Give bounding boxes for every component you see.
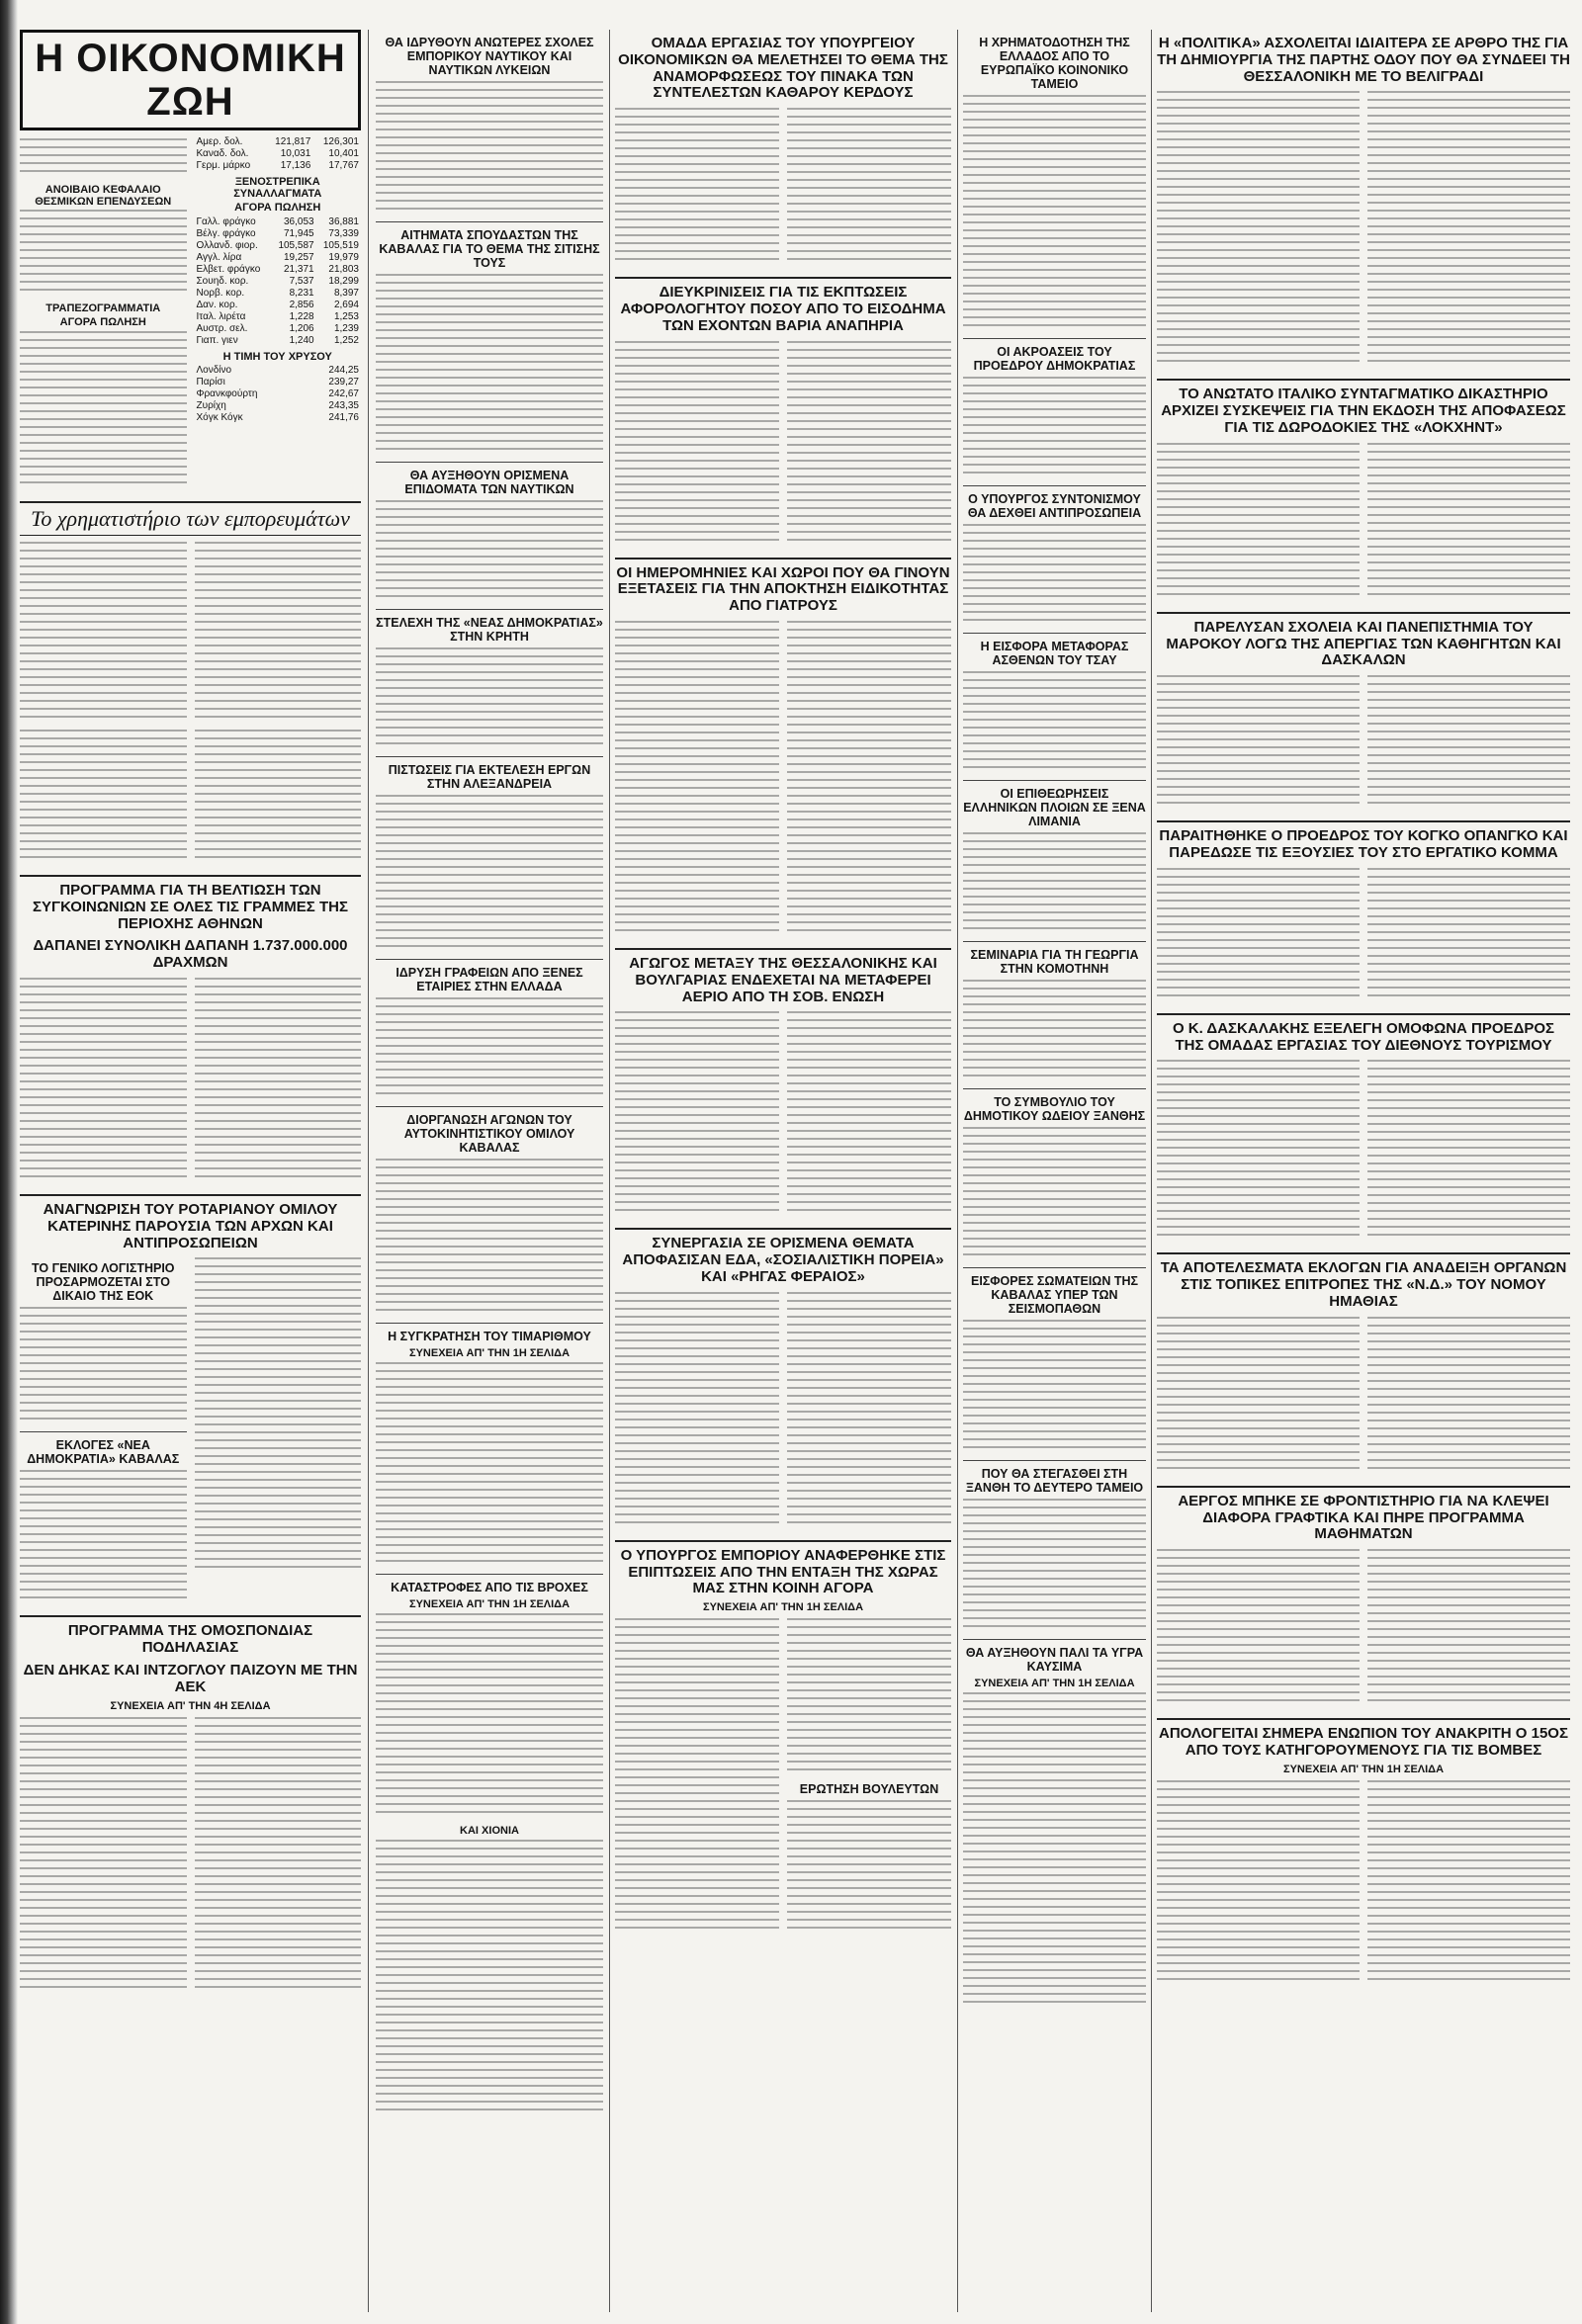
article-body	[787, 1011, 951, 1217]
article-body	[963, 95, 1146, 332]
table-cell: Σουηδ. κορ.	[196, 276, 249, 287]
article-body	[1367, 1549, 1570, 1707]
headline: Η «ΠΟΛΙΤΙΚΑ» ΑΣΧΟΛΕΙΤΑΙ ΙΔΙΑΙΤΕΡΑ ΣΕ ΑΡΘΡΟ ΤΗΣ ΓΙΑ ΤΗ ΔΗΜΙΟΥΡΓΙΑ ΤΗΣ ΠΑΡΤΗΣ ΟΔΟΥ ΠΟΥ ΘΑ ΣΥΝΔΕΕΙ ΤΗ ΘΕΣΣΑΛΟΝΙΚΗ ΜΕ ΤΟ ΒΕΛΙΓΡΑΔΙ	[1157, 35, 1570, 85]
headline: ΟΜΑΔΑ ΕΡΓΑΣΙΑΣ ΤΟΥ ΥΠΟΥΡΓΕΙΟΥ ΟΙΚΟΝΟΜΙΚΩΝ ΘΑ ΜΕΛΕΤΗΣΕΙ ΤΟ ΘΕΜΑ ΤΗΣ ΑΝΑΜΟΡΦΩΣΕΩΣ ΤΟΥ ΠΙΝΑΚΑ ΤΩΝ ΣΥΝΤΕΛΕΣΤΩΝ ΚΑΘΑΡΟΥ ΚΕΡΔΟΥΣ	[618, 35, 948, 102]
article-body	[1157, 1060, 1360, 1242]
market-section	[20, 136, 361, 495]
headline: ΕΙΣΦΟΡΕΣ ΣΩΜΑΤΕΙΩΝ ΤΗΣ ΚΑΒΑΛΑΣ ΥΠΕΡ ΤΩΝ ΣΕΙΣΜΟΠΑΘΩΝ	[970, 1274, 1138, 1316]
headline: ΑΙΤΗΜΑΤΑ ΣΠΟΥΔΑΣΤΩΝ ΤΗΣ ΚΑΒΑΛΑΣ ΓΙΑ ΤΟ ΘΕΜΑ ΤΗΣ ΣΙΤΙΣΗΣ ΤΟΥΣ	[379, 228, 600, 270]
article-body	[787, 1292, 951, 1529]
article-body	[615, 108, 779, 266]
headline: ΠΑΡΑΙΤΗΘΗΚΕ Ο ΠΡΟΕΔΡΟΣ ΤΟΥ ΚΟΓΚΟ ΟΠΑΝΓΚΟ ΚΑΙ ΠΑΡΕΔΩΣΕ ΤΙΣ ΕΞΟΥΣΙΕΣ ΤΟΥ ΣΤΟ ΕΡΓΑΤΙΚΟ ΚΟΜΜΑ	[1159, 827, 1568, 861]
headline: ΕΡΩΤΗΣΗ ΒΟΥΛΕΥΤΩΝ	[799, 1782, 939, 1797]
table-cell: Ζυρίχη	[196, 400, 226, 411]
commodities-headline: Το χρηματιστήριο των εμπορευμάτων	[20, 501, 361, 536]
table-cell: 2,694	[333, 300, 359, 310]
table-row	[195, 365, 362, 377]
article-body	[376, 1159, 603, 1317]
article-body	[195, 1717, 362, 1994]
table-cell: Λονδίνο	[196, 365, 232, 376]
gold-heading: Η ΤΙΜΗ ΤΟΥ ΧΡΥΣΟΥ	[222, 351, 332, 363]
article-body	[787, 341, 951, 547]
continued-label: ΣΥΝΕΧΕΙΑ ΑΠ' ΤΗΝ 4Η ΣΕΛΙΔΑ	[110, 1699, 271, 1712]
table-cell: 1,228	[289, 311, 314, 322]
column-4	[963, 30, 1146, 2312]
article-body	[1157, 1317, 1360, 1475]
article-body	[20, 210, 187, 297]
headline: ΔΕΝ ΔΗΚΑΣ ΚΑΙ ΙΝΤΖΟΓΛΟΥ ΠΑΙΖΟΥΝ ΜΕ ΤΗΝ ΑΕΚ	[23, 1661, 358, 1695]
headline: ΕΚΛΟΓΕΣ «ΝΕΑ ΔΗΜΟΚΡΑΤΙΑ» ΚΑΒΑΛΑΣ	[27, 1438, 180, 1467]
table-cell: 18,299	[328, 276, 359, 287]
table-cell: 36,881	[328, 216, 359, 227]
headline: ΔΑΠΑΝΕΙ ΣΥΝΟΛΙΚΗ ΔΑΠΑΝΗ 1.737.000.000 ΔΡΑΧΜΩΝ	[33, 937, 348, 972]
table-row	[195, 216, 362, 228]
headline: ΔΙΟΡΓΑΝΩΣΗ ΑΓΩΝΩΝ ΤΟΥ ΑΥΤΟΚΙΝΗΤΙΣΤΙΚΟΥ ΟΜΙΛΟΥ ΚΑΒΑΛΑΣ	[403, 1113, 575, 1155]
article-body	[376, 1613, 603, 1819]
headline: ΚΑΤΑΣΤΡΟΦΕΣ ΑΠΟ ΤΙΣ ΒΡΟΧΕΣ	[391, 1581, 588, 1594]
article-body	[376, 274, 603, 456]
headline: ΟΙ ΗΜΕΡΟΜΗΝΙΕΣ ΚΑΙ ΧΩΡΟΙ ΠΟΥ ΘΑ ΓΙΝΟΥΝ ΕΞΕΤΑΣΕΙΣ ΓΙΑ ΤΗΝ ΑΠΟΚΤΗΣΗ ΕΙΔΙΚΟΤΗΤΑΣ ΑΠΟ ΓΙΑΤΡΟΥΣ	[616, 563, 950, 615]
article-body	[1157, 1549, 1360, 1707]
table-cell: 105,587	[278, 240, 314, 251]
table-cell: 1,252	[333, 335, 359, 346]
table-cell: Γαλλ. φράγκο	[196, 216, 256, 227]
page-fold-shadow	[0, 0, 18, 2324]
headline: ΤΟ ΣΥΜΒΟΥΛΙΟ ΤΟΥ ΔΗΜΟΤΙΚΟΥ ΩΔΕΙΟΥ ΞΑΝΘΗΣ	[963, 1095, 1146, 1123]
article-body	[963, 377, 1146, 479]
article-body	[615, 341, 779, 547]
continued-label: ΣΥΝΕΧΕΙΑ ΑΠ' ΤΗΝ 1Η ΣΕΛΙΔΑ	[974, 1678, 1135, 1689]
table-row	[195, 323, 362, 335]
headline: ΠΡΟΓΡΑΜΜΑ ΤΗΣ ΟΜΟΣΠΟΝΔΙΑΣ ΠΟΔΗΛΑΣΙΑΣ	[67, 1622, 313, 1657]
headline: ΣΤΕΛΕΧΗ ΤΗΣ «ΝΕΑΣ ΔΗΜΟΚΡΑΤΙΑΣ» ΣΤΗΝ ΚΡΗΤΗ	[376, 616, 603, 644]
headline: Ο Κ. ΔΑΣΚΑΛΑΚΗΣ ΕΞΕΛΕΓΗ ΟΜΟΦΩΝΑ ΠΡΟΕΔΡΟΣ ΤΗΣ ΟΜΑΔΑΣ ΕΡΓΑΣΙΑΣ ΤΟΥ ΔΙΕΘΝΟΥΣ ΤΟΥΡΙΣΜΟΥ	[1172, 1019, 1555, 1054]
table-row	[195, 412, 362, 424]
table-cell: 243,35	[328, 400, 359, 411]
article-body	[963, 1692, 1146, 2009]
table-row	[195, 288, 362, 300]
table-cell: 244,25	[328, 365, 359, 376]
subheading: ΚΑΙ ΧΙΟΝΙΑ	[460, 1825, 519, 1837]
table-cell: 8,397	[333, 288, 359, 299]
article-body	[1367, 443, 1570, 601]
article-body	[376, 1840, 603, 2116]
table-cell: Φρανκφούρτη	[196, 388, 258, 399]
article-body	[963, 671, 1146, 774]
market-heading: ΞΕΝΟΣΤΡΕΠΙΚΑ ΣΥΝΑΛΛΑΓΜΑΤΑ	[233, 176, 322, 200]
article-body	[1157, 443, 1360, 601]
table-cell: 1,239	[333, 323, 359, 334]
article-body	[20, 542, 187, 724]
article-body	[1367, 1060, 1570, 1242]
table-cell: 105,519	[322, 240, 359, 251]
article-body	[20, 1717, 187, 1994]
currency-table	[195, 216, 362, 347]
table-cell: Δαν. κορ.	[196, 300, 238, 310]
headline: Η ΣΥΓΚΡΑΤΗΣΗ ΤΟΥ ΤΙΜΑΡΙΘΜΟΥ	[388, 1330, 591, 1343]
market-heading: ΑΝΟΙΒΑΙΟ ΚΕΦΑΛΑΙΟ ΘΕΣΜΙΚΩΝ ΕΠΕΝΔΥΣΕΩΝ	[35, 184, 172, 208]
table-row	[195, 160, 362, 172]
article-body	[20, 1307, 187, 1425]
table-row	[195, 264, 362, 276]
article-body	[1367, 675, 1570, 810]
table-cell: 239,27	[328, 377, 359, 387]
table-cell: 10,031	[280, 148, 311, 159]
article-body	[963, 1320, 1146, 1454]
table-row	[195, 300, 362, 311]
article-body	[963, 1499, 1146, 1633]
column-5	[1157, 30, 1570, 2312]
headline: ΟΙ ΕΠΙΘΕΩΡΗΣΕΙΣ ΕΛΛΗΝΙΚΩΝ ΠΛΟΙΩΝ ΣΕ ΞΕΝΑ ΛΙΜΑΝΙΑ	[963, 787, 1146, 828]
article-body	[963, 1127, 1146, 1261]
continued-label: ΣΥΝΕΧΕΙΑ ΑΠ' ΤΗΝ 1Η ΣΕΛΙΔΑ	[408, 1598, 571, 1610]
table-cell: Αγγλ. λίρα	[196, 252, 242, 263]
article-body	[376, 795, 603, 953]
market-subheading: ΑΓΟΡΑ ΠΩΛΗΣΗ	[234, 202, 321, 214]
market-subheading: ΑΓΟΡΑ ΠΩΛΗΣΗ	[59, 316, 146, 328]
table-cell: 1,206	[289, 323, 314, 334]
table-row	[195, 311, 362, 323]
article-body	[1367, 1317, 1570, 1475]
article-body	[20, 138, 187, 178]
table-row	[195, 335, 362, 347]
table-cell: 71,945	[284, 228, 314, 239]
table-row	[195, 148, 362, 160]
article-body	[20, 730, 187, 864]
article-body	[963, 524, 1146, 627]
column-rule	[957, 30, 958, 2312]
article-body	[195, 542, 362, 724]
article-body	[1157, 1780, 1360, 1986]
article-body	[1367, 868, 1570, 1002]
column-3	[615, 30, 951, 2312]
headline: ΘΑ ΑΥΞΗΘΟΥΝ ΟΡΙΣΜΕΝΑ ΕΠΙΔΟΜΑΤΑ ΤΩΝ ΝΑΥΤΙΚΩΝ	[404, 469, 574, 496]
column-rule	[368, 30, 369, 2312]
headline: Ο ΥΠΟΥΡΓΟΣ ΣΥΝΤΟΝΙΣΜΟΥ ΘΑ ΔΕΧΘΕΙ ΑΝΤΙΠΡΟΣΩΠΕΙΑ	[967, 492, 1142, 520]
article-body	[787, 1618, 951, 1776]
headline: ΠΑΡΕΛΥΣΑΝ ΣΧΟΛΕΙΑ ΚΑΙ ΠΑΝΕΠΙΣΤΗΜΙΑ ΤΟΥ ΜΑΡΟΚΟΥ ΛΟΓΩ ΤΗΣ ΑΠΕΡΓΙΑΣ ΤΩΝ ΚΑΘΗΓΗΤΩΝ ΚΑΙ ΔΑΣΚΑΛΩΝ	[1166, 618, 1561, 669]
headline: ΠΙΣΤΩΣΕΙΣ ΓΙΑ ΕΚΤΕΛΕΣΗ ΕΡΓΩΝ ΣΤΗΝ ΑΛΕΞΑΝΔΡΕΙΑ	[388, 763, 591, 791]
article-body	[1367, 1780, 1570, 1986]
headline: ΤΑ ΑΠΟΤΕΛΕΣΜΑΤΑ ΕΚΛΟΓΩΝ ΓΙΑ ΑΝΑΔΕΙΞΗ ΟΡΓΑΝΩΝ ΣΤΙΣ ΤΟΠΙΚΕΣ ΕΠΙΤΡΟΠΕΣ ΤΗΣ «Ν.Δ.» ΤΟΥ ΝΟΜΟΥ ΗΜΑΘΙΑΣ	[1160, 1259, 1567, 1310]
table-row	[195, 400, 362, 412]
headline: ΣΕΜΙΝΑΡΙΑ ΓΙΑ ΤΗ ΓΕΩΡΓΙΑ ΣΤΗΝ ΚΟΜΟΤΗΝΗ	[970, 948, 1139, 976]
table-cell: 21,371	[284, 264, 314, 275]
table-cell: 19,979	[328, 252, 359, 263]
table-cell: 7,537	[289, 276, 314, 287]
continued-label: ΣΥΝΕΧΕΙΑ ΑΠ' ΤΗΝ 1Η ΣΕΛΙΔΑ	[1282, 1763, 1445, 1775]
article-body	[376, 997, 603, 1100]
article-body	[195, 978, 362, 1183]
market-heading: ΤΡΑΠΕΖΟΓΡΑΜΜΑΤΙΑ	[45, 302, 161, 314]
headline: ΠΡΟΓΡΑΜΜΑ ΓΙΑ ΤΗ ΒΕΛΤΙΩΣΗ ΤΩΝ ΣΥΓΚΟΙΝΩΝΙΩΝ ΣΕ ΟΛΕΣ ΤΙΣ ΓΡΑΜΜΕΣ ΤΗΣ ΠΕΡΙΟΧΗΣ ΑΘΗΝΩΝ	[33, 882, 348, 932]
headline: ΑΝΑΓΝΩΡΙΣΗ ΤΟΥ ΡΟΤΑΡΙΑΝΟΥ ΟΜΙΛΟΥ ΚΑΤΕΡΙΝΗΣ ΠΑΡΟΥΣΙΑ ΤΩΝ ΑΡΧΩΝ ΚΑΙ ΑΝΤΙΠΡΟΣΩΠΕΙΩΝ	[43, 1200, 338, 1251]
article-body	[20, 1470, 187, 1604]
headline: ΘΑ ΙΔΡΥΘΟΥΝ ΑΝΩΤΕΡΕΣ ΣΧΟΛΕΣ ΕΜΠΟΡΙΚΟΥ ΝΑΥΤΙΚΟΥ ΚΑΙ ΝΑΥΤΙΚΩΝ ΛΥΚΕΙΩΝ	[385, 36, 594, 77]
headline: Η ΧΡΗΜΑΤΟΔΟΤΗΣΗ ΤΗΣ ΕΛΛΑΔΟΣ ΑΠΟ ΤΟ ΕΥΡΩΠΑΪΚΟ ΚΟΙΝΟΝΙΚΟ ΤΑΜΕΙΟ	[979, 36, 1130, 91]
table-cell: Χόγκ Κόγκ	[196, 412, 243, 423]
table-cell: 10,401	[328, 148, 359, 159]
table-cell: 242,67	[328, 388, 359, 399]
article-body	[20, 331, 187, 489]
table-cell: 241,76	[328, 412, 359, 423]
article-body	[1157, 675, 1360, 810]
table-row	[195, 252, 362, 264]
article-body	[376, 500, 603, 603]
table-cell: 36,053	[284, 216, 314, 227]
table-cell: 73,339	[328, 228, 359, 239]
currency-table	[195, 136, 362, 172]
table-cell: 126,301	[322, 136, 359, 147]
headline: ΣΥΝΕΡΓΑΣΙΑ ΣΕ ΟΡΙΣΜΕΝΑ ΘΕΜΑΤΑ ΑΠΟΦΑΣΙΣΑΝ ΕΔΑ, «ΣΟΣΙΑΛΙΣΤΙΚΗ ΠΟΡΕΙΑ» ΚΑΙ «ΡΗΓΑΣ ΦΕΡΑΙΟΣ»	[622, 1235, 944, 1285]
article-body	[1157, 868, 1360, 1002]
table-row	[195, 377, 362, 388]
article-body	[787, 108, 951, 266]
table-row	[195, 276, 362, 288]
headline: Ο ΥΠΟΥΡΓΟΣ ΕΜΠΟΡΙΟΥ ΑΝΑΦΕΡΘΗΚΕ ΣΤΙΣ ΕΠΙΠΤΩΣΕΙΣ ΑΠΟ ΤΗΝ ΕΝΤΑΞΗ ΤΗΣ ΧΩΡΑΣ ΜΑΣ ΣΤΗΝ ΚΟΙΝΗ ΑΓΟΡΑ	[620, 1546, 946, 1597]
article-body	[615, 1618, 779, 1935]
headline: ΙΔΡΥΣΗ ΓΡΑΦΕΙΩΝ ΑΠΟ ΞΕΝΕΣ ΕΤΑΙΡΙΕΣ ΣΤΗΝ ΕΛΛΑΔΑ	[396, 966, 583, 993]
headline: ΑΕΡΓΟΣ ΜΠΗΚΕ ΣΕ ΦΡΟΝΤΙΣΤΗΡΙΟ ΓΙΑ ΝΑ ΚΛΕΨΕΙ ΔΙΑΦΟΡΑ ΓΡΑΦΤΙΚΑ ΚΑΙ ΠΗΡΕ ΠΡΟΓΡΑΜΜΑ ΜΑΘΗΜΑΤΩΝ	[1178, 1492, 1549, 1543]
table-cell: 1,240	[289, 335, 314, 346]
article-body	[1157, 91, 1360, 368]
article-body	[787, 621, 951, 937]
article-body	[615, 1011, 779, 1217]
table-row	[195, 388, 362, 400]
article-body	[376, 81, 603, 215]
masthead-title: Η ΟΙΚΟΝΟΜΙΚΗ ΖΩΗ	[35, 37, 346, 124]
article-body	[195, 730, 362, 864]
article-body	[787, 1800, 951, 1935]
table-row	[195, 228, 362, 240]
continued-label: ΣΥΝΕΧΕΙΑ ΑΠ' ΤΗΝ 1Η ΣΕΛΙΔΑ	[702, 1601, 864, 1614]
column-rule	[1151, 30, 1152, 2312]
table-cell: 2,856	[289, 300, 314, 310]
table-cell: Νορβ. κορ.	[196, 288, 245, 299]
table-cell: 1,253	[333, 311, 359, 322]
article-body	[615, 621, 779, 937]
article-body	[195, 1257, 362, 1574]
headline: ΘΑ ΑΥΞΗΘΟΥΝ ΠΑΛΙ ΤΑ ΥΓΡΑ ΚΑΥΣΙΜΑ	[965, 1646, 1144, 1674]
table-cell: Ιταλ. λιρέτα	[196, 311, 246, 322]
article-body	[376, 647, 603, 750]
headline: ΟΙ ΑΚΡΟΑΣΕΙΣ ΤΟΥ ΠΡΟΕΔΡΟΥ ΔΗΜΟΚΡΑΤΙΑΣ	[973, 345, 1136, 373]
table-cell: 17,767	[328, 160, 359, 171]
headline: ΠΟΥ ΘΑ ΣΤΕΓΑΣΘΕΙ ΣΤΗ ΞΑΝΘΗ ΤΟ ΔΕΥΤΕΡΟ ΤΑΜΕΙΟ	[965, 1467, 1144, 1495]
table-cell: 121,817	[275, 136, 311, 147]
headline: ΔΙΕΥΚΡΙΝΙΣΕΙΣ ΓΙΑ ΤΙΣ ΕΚΠΤΩΣΕΙΣ ΑΦΟΡΟΛΟΓΗΤΟΥ ΠΟΣΟΥ ΑΠΟ ΤΟ ΕΙΣΟΔΗΜΑ ΤΩΝ ΕΧΟΝΤΩΝ ΒΑΡΙΑ ΑΝΑΠΗΡΙΑ	[620, 284, 946, 334]
article-body	[376, 1362, 603, 1568]
article-body	[963, 980, 1146, 1082]
table-row	[195, 240, 362, 252]
headline: Η ΕΙΣΦΟΡΑ ΜΕΤΑΦΟΡΑΣ ΑΣΘΕΝΩΝ ΤΟΥ ΤΣΑΥ	[980, 640, 1129, 667]
gold-table	[195, 365, 362, 424]
table-cell: Παρίσι	[196, 377, 225, 387]
table-cell: Καναδ. δολ.	[196, 148, 249, 159]
column-1	[20, 30, 361, 2312]
column-2	[376, 30, 603, 2312]
article-body	[1367, 91, 1570, 368]
article-body	[20, 978, 187, 1183]
table-cell: Αυστρ. σελ.	[196, 323, 248, 334]
table-cell: Γερμ. μάρκο	[196, 160, 251, 171]
column-rule	[609, 30, 610, 2312]
table-cell: Ελβετ. φράγκο	[196, 264, 261, 275]
table-cell: 21,803	[328, 264, 359, 275]
table-row	[195, 136, 362, 148]
table-cell: Βέλγ. φράγκο	[196, 228, 256, 239]
headline: ΤΟ ΓΕΝΙΚΟ ΛΟΓΙΣΤΗΡΙΟ ΠΡΟΣΑΡΜΟΖΕΤΑΙ ΣΤΟ ΔΙΚΑΙΟ ΤΗΣ ΕΟΚ	[31, 1261, 175, 1304]
table-cell: 17,136	[280, 160, 311, 171]
headline: ΑΠΟΛΟΓΕΙΤΑΙ ΣΗΜΕΡΑ ΕΝΩΠΙΟΝ ΤΟΥ ΑΝΑΚΡΙΤΗ Ο 15ΟΣ ΑΠΟ ΤΟΥΣ ΚΑΤΗΓΟΡΟΥΜΕΝΟΥΣ ΓΙΑ ΤΙΣ ΒΟΜΒΕΣ	[1159, 1725, 1568, 1759]
article-body	[963, 832, 1146, 935]
masthead	[20, 30, 361, 130]
table-cell: Ολλανδ. φιορ.	[196, 240, 258, 251]
article-body	[615, 1292, 779, 1529]
table-cell: 8,231	[289, 288, 314, 299]
headline: ΑΓΩΓΟΣ ΜΕΤΑΞΥ ΤΗΣ ΘΕΣΣΑΛΟΝΙΚΗΣ ΚΑΙ ΒΟΥΛΓΑΡΙΑΣ ΕΝΔΕΧΕΤΑΙ ΝΑ ΜΕΤΑΦΕΡΕΙ ΑΕΡΙΟ ΑΠΟ ΤΗ ΣΟΒ. ΕΝΩΣΗ	[629, 954, 937, 1005]
table-cell: 19,257	[284, 252, 314, 263]
continued-label: ΣΥΝΕΧΕΙΑ ΑΠ' ΤΗΝ 1Η ΣΕΛΙΔΑ	[408, 1347, 571, 1359]
table-cell: Αμερ. δολ.	[196, 136, 243, 147]
headline: ΤΟ ΑΝΩΤΑΤΟ ΙΤΑΛΙΚΟ ΣΥΝΤΑΓΜΑΤΙΚΟ ΔΙΚΑΣΤΗΡΙΟ ΑΡΧΙΖΕΙ ΣΥΣΚΕΨΕΙΣ ΓΙΑ ΤΗΝ ΕΚΔΟΣΗ ΤΗΣ ΑΠΟΦΑΣΕΩΣ ΓΙΑ ΤΙΣ ΔΩΡΟΔΟΚΙΕΣ ΤΗΣ «ΛΟΚΧΗΝΤ»	[1161, 386, 1566, 436]
table-cell: Γιαπ. γιεν	[196, 335, 238, 346]
